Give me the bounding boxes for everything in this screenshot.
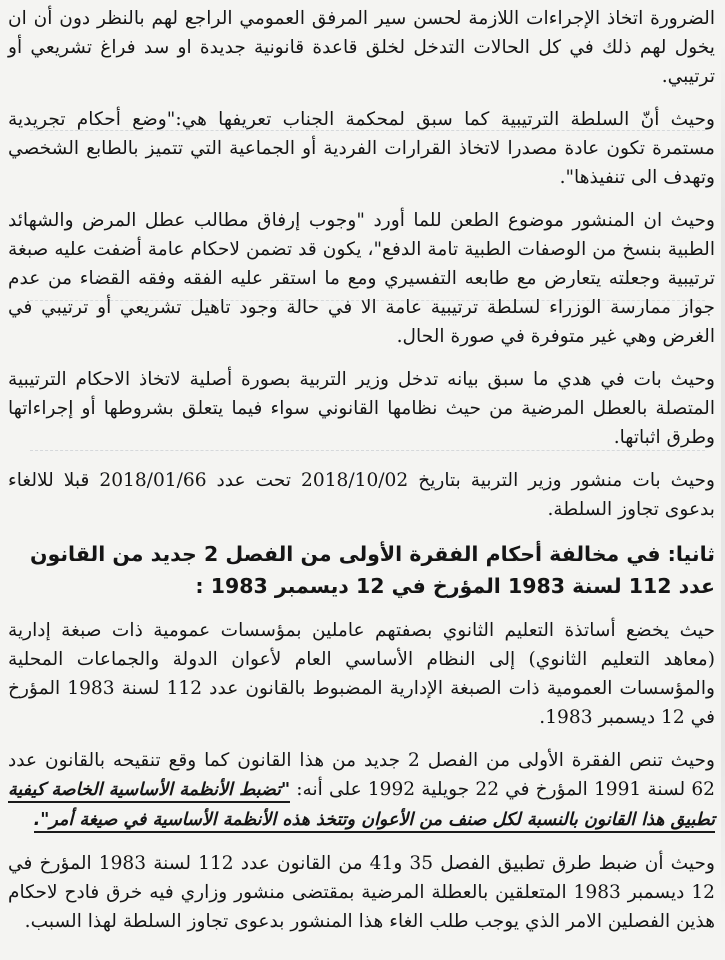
- paragraph-teachers-status: حيث يخضع أساتذة التعليم الثانوي بصفتهم عاملين بمؤسسات عمومية ذات صبغة إدارية (معاهد التعليم الثانوي) إلى النظام الأساسي العام لأعوان الدولة والجماعات المحلية والمؤسسات العمومية ذات الصبغة الإدارية المضبوط بالقانون عدد 112 لسنة 1983 المؤرخ في 12 ديسمبر 1983.: [8, 620, 715, 728]
- paragraph-article-2-quote: [8, 746, 715, 835]
- paragraph-regulatory-authority-definition: وحيث أنّ السلطة الترتيبية كما سبق لمحكمة الجناب تعريفها هي:"وضع أحكام تجريدية مستمرة تكون عادة مصدرا لاتخاذ القرارات الفردية أو الجماعية التي تتميز بالطابع الشخصي وتهدف الى تنفيذها".: [8, 109, 715, 188]
- paragraph-intro-continuation: الضرورة اتخاذ الإجراءات اللازمة لحسن سير المرفق العمومي الراجع لهم بالنظر دون أن ان يخول لهم ذلك في كل الحالات التدخل لخلق قاعدة قانونية جديدة او سد فراغ تشريعي أو ترتيبي.: [8, 8, 715, 87]
- scan-margin-shadow: [721, 40, 725, 920]
- paragraph-circular-analysis: وحيث ان المنشور موضوع الطعن للما أورد "وجوب إرفاق مطالب عطل المرض والشهائد الطبية بنسخ من الوصفات الطبية تامة الدفع"، يكون قد تضمن لاحكام عامة أضفت عليه صبغة ترتيبية وجعلته يتعارض مع طابعه التفسيري ومع ما استقر عليه الفقه وفقه القضاء من عدم جواز ممارسة الوزراء لسلطة ترتيبية عامة الا في حالة وجود تاهيل تشريعي أو ترتيبي في الغرض وهي غير متوفرة في صورة الحال.: [8, 210, 715, 347]
- paragraph-minister-intervention: وحيث بات في هدي ما سبق بيانه تدخل وزير التربية بصورة أصلية لاتخاذ الاحكام الترتيبية المتصلة بالعطل المرضية من حيث نظامها القانوني سواء فيما يتعلق بشروطها أو إجراءاتها وطرق اثباتها.: [8, 369, 715, 448]
- quote-lead-text: وحيث تنص الفقرة الأولى من الفصل 2 جديد من هذا القانون كما وقع تنقيحه بالقانون عدد 62 لسنة 1991 المؤرخ في 22 جويلية 1992 على أنه:: [8, 750, 716, 800]
- paragraph-final-violation: وحيث أن ضبط طرق تطبيق الفصل 35 و41 من القانون عدد 112 لسنة 1983 المؤرخ في 12 ديسمبر 1983 المتعلقين بالعطلة المرضية بمقتضى منشور وزاري فيه خرق فادح لاحكام هذين الفصلين الامر الذي يوجب طلب الغاء هذا المنشور بدعوى تجاوز السلطة لهذا السبب.: [8, 853, 716, 932]
- section-heading-second-ground: ثانيا: في مخالفة أحكام الفقرة الأولى من الفصل 2 جديد من القانون عدد 112 لسنة 1983 المؤرخ في 12 ديسمبر 1983 :: [30, 542, 715, 598]
- quoted-legal-text: "تضبط الأنظمة الأساسية الخاصة كيفية تطبيق هذا القانون بالنسبة لكل صنف من الأعوان وتتخذ هذه الأنظمة الأساسية في صيغة أمر".: [8, 780, 715, 833]
- paragraph-annulment-conclusion: وحيث بات منشور وزير التربية بتاريخ 2018/10/02 تحت عدد 2018/01/66 قبلا للالغاء بدعوى تجاوز السلطة.: [8, 470, 715, 520]
